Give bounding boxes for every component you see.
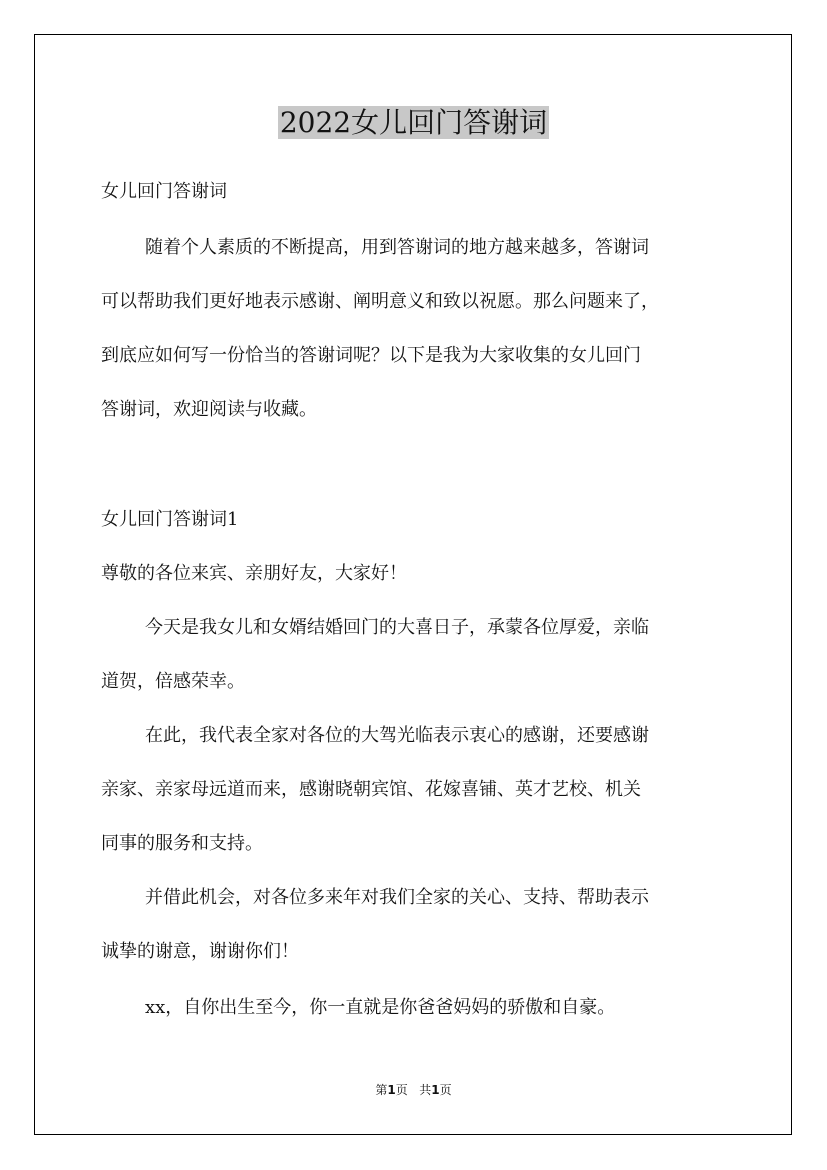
intro-line-1: 随着个人素质的不断提高，用到答谢词的地方越来越多，答谢词 — [145, 237, 649, 258]
body-line-1: 今天是我女儿和女婿结婚回门的大喜日子，承蒙各位厚爱，亲临 — [145, 617, 649, 638]
footer-page-suffix: 页 — [395, 1083, 408, 1097]
body-line-4: 亲家、亲家母远道而来，感谢晓朝宾馆、花嫁喜铺、英才艺校、机关 — [101, 779, 641, 800]
footer-page-current: 1 — [387, 1083, 396, 1097]
footer-page-total: 1 — [431, 1083, 440, 1097]
body-line-2: 道贺，倍感荣幸。 — [101, 671, 245, 692]
footer-total-suffix: 页 — [439, 1083, 452, 1097]
body-line-6: 并借此机会，对各位多来年对我们全家的关心、支持、帮助表示 — [145, 887, 649, 908]
footer-page-prefix: 第 — [375, 1083, 388, 1097]
body-line-5: 同事的服务和支持。 — [101, 833, 263, 854]
greeting-line: 尊敬的各位来宾、亲朋好友，大家好！ — [101, 563, 407, 584]
page-footer — [0, 1082, 827, 1098]
intro-line-3: 到底应如何写一份恰当的答谢词呢？以下是我为大家收集的女儿回门 — [101, 345, 641, 366]
body-line-8: xx，自你出生至今，你一直就是你爸爸妈妈的骄傲和自豪。 — [145, 997, 616, 1018]
document-subtitle: 女儿回门答谢词 — [101, 181, 227, 202]
intro-line-2: 可以帮助我们更好地表示感谢、阐明意义和致以祝愿。那么问题来了， — [101, 291, 659, 312]
document-title — [0, 104, 827, 142]
footer-total-prefix: 共 — [419, 1083, 432, 1097]
body-line-7: 诚挚的谢意，谢谢你们！ — [101, 941, 299, 962]
body-line-3: 在此，我代表全家对各位的大驾光临表示衷心的感谢，还要感谢 — [145, 725, 649, 746]
intro-line-4: 答谢词，欢迎阅读与收藏。 — [101, 399, 317, 420]
document-title-text: 2022女儿回门答谢词 — [279, 106, 548, 139]
section-heading: 女儿回门答谢词1 — [101, 509, 239, 530]
